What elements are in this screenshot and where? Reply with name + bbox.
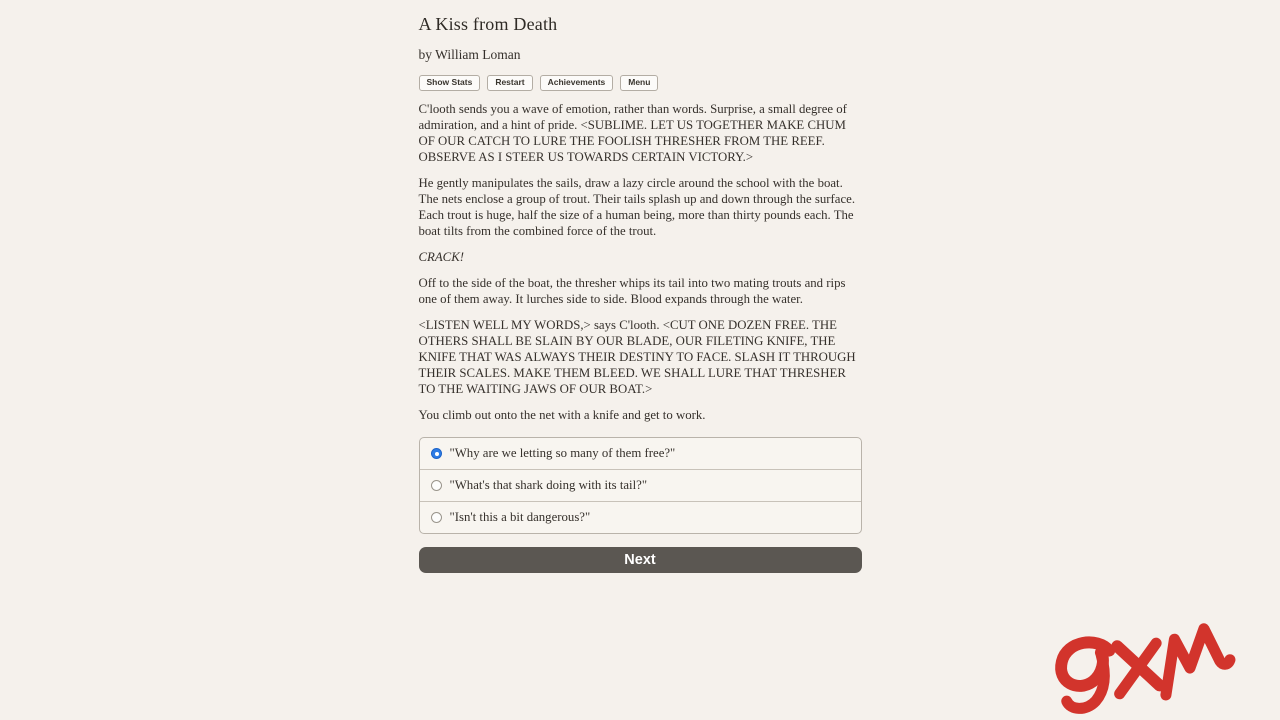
choice-option-1[interactable] (420, 438, 861, 469)
story-paragraph: C'looth sends you a wave of emotion, rather than words. Surprise, a small degree of admiration, and a hint of pride. <SUBLIME. LET US TOGETHER MAKE CHUM OF OUR CATCH TO LURE THE FOOLISH THRESHER FROM THE REEF. OBSERVE AS I STEER US TOWARDS CERTAIN VICTORY.> (418, 101, 847, 164)
story-text (419, 101, 862, 423)
story-paragraph: Off to the side of the boat, the thresher whips its tail into two mating trouts and rips one of them away. It lurches side to side. Blood expands through the water. (418, 275, 846, 306)
author-line: by William Loman (418, 47, 521, 62)
choice-option-2[interactable] (420, 469, 861, 501)
story-paragraph: CRACK! (418, 249, 465, 264)
radio-button-icon[interactable] (431, 480, 442, 491)
restart-button[interactable]: Restart (487, 75, 532, 91)
story-paragraph: He gently manipulates the sails, draw a lazy circle around the school with the boat. The nets enclose a group of trout. Their tails splash up and down through the surface. Each trout is huge, half the size of a human being, more than thirty pounds each. The boat tilts from the combined force of the trout. (418, 175, 856, 238)
radio-button-icon[interactable] (431, 448, 442, 459)
story-paragraph: You climb out onto the net with a knife and get to work. (418, 407, 706, 422)
choice-group (419, 437, 862, 534)
show-stats-button[interactable]: Show Stats (419, 75, 481, 91)
toolbar (419, 75, 862, 91)
radio-button-icon[interactable] (431, 512, 442, 523)
choice-option-label: "Isn't this a bit dangerous?" (449, 509, 591, 524)
choice-option-label: "What's that shark doing with its tail?" (449, 477, 648, 492)
game-content-column (419, 0, 862, 573)
story-paragraph: <LISTEN WELL MY WORDS,> says C'looth. <CUT ONE DOZEN FREE. THE OTHERS SHALL BE SLAIN BY OUR BLADE, OUR FILETING KNIFE, THE KNIFE THAT WAS ALWAYS THEIR DESTINY TO FACE. SLASH IT THROUGH THEIR SCALES. MAKE THEM BLEED. WE SHALL LURE THAT THRESHER TO THE WAITING JAWS OF OUR BOAT.> (418, 317, 856, 396)
next-button[interactable]: Next (419, 547, 862, 573)
menu-button[interactable]: Menu (620, 75, 658, 91)
choice-option-3[interactable] (420, 501, 861, 533)
gxm-logo (1030, 614, 1242, 720)
choice-option-label: "Why are we letting so many of them free?" (449, 445, 676, 460)
achievements-button[interactable]: Achievements (540, 75, 614, 91)
page-title: A Kiss from Death (418, 14, 558, 34)
